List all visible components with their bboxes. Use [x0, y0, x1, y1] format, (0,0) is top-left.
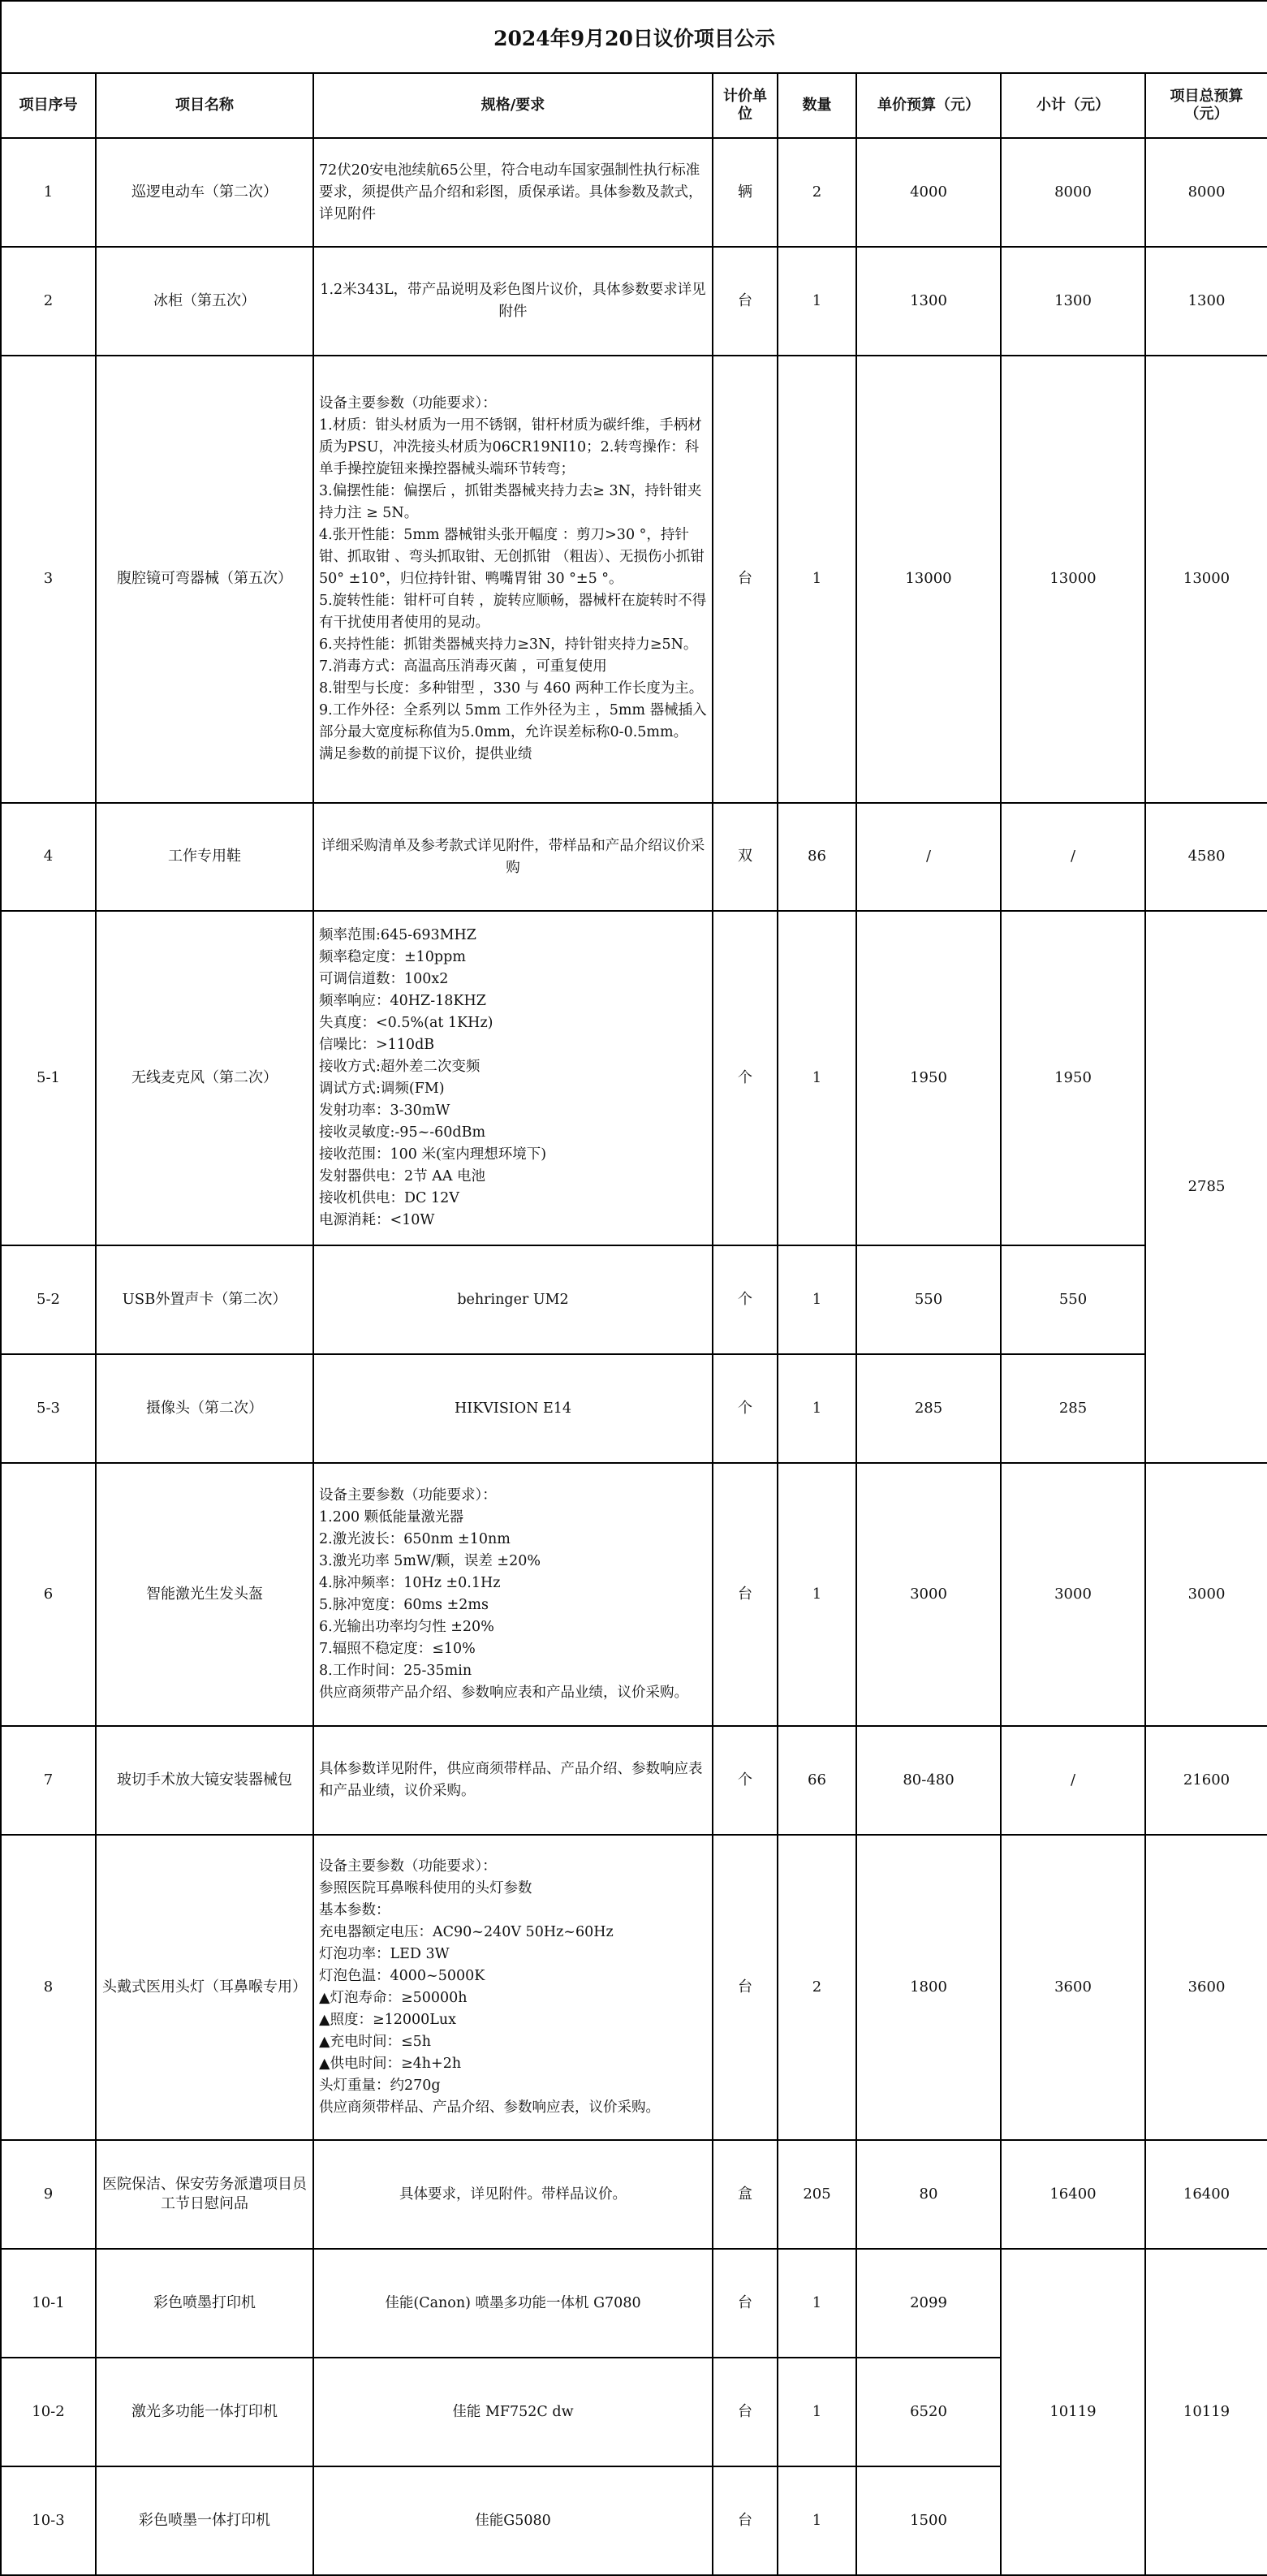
cell-unit: 个 [713, 911, 778, 1245]
cell-price: 2099 [856, 2249, 1001, 2358]
table-row [1, 1463, 1267, 1726]
cell-price: 13000 [856, 356, 1001, 803]
cell-spec: 详细采购清单及参考款式详见附件，带样品和产品介绍议价采购 [313, 803, 713, 911]
cell-name: 激光多功能一体打印机 [96, 2358, 313, 2466]
cell-qty: 1 [778, 2466, 856, 2575]
cell-unit: 个 [713, 1726, 778, 1835]
cell-price: 1800 [856, 1835, 1001, 2140]
cell-subtotal: 1300 [1001, 247, 1145, 356]
cell-no: 1 [1, 138, 96, 247]
cell-price: / [856, 803, 1001, 911]
cell-total: 3000 [1145, 1463, 1267, 1726]
table-row [1, 1354, 1267, 1463]
cell-spec: 设备主要参数（功能要求）： 1.200 颗低能量激光器 2.激光波长：650nm ±10nm 3.激光功率 5mW/颗，误差 ±20% 4.脉冲频率：10Hz ±0.1Hz 5.脉冲宽度：60ms ±2ms 6.光输出功率均匀性 ±20% 7.辐照不稳定度：≤10% 8.工作时间：25-35min 供应商须带产品介绍、参数响应表和产品业绩，议价采购。 [313, 1463, 713, 1726]
cell-total: 4580 [1145, 803, 1267, 911]
cell-subtotal: / [1001, 803, 1145, 911]
table-row [1, 1835, 1267, 2140]
cell-total: 2785 [1145, 911, 1267, 1463]
cell-no: 6 [1, 1463, 96, 1726]
cell-spec: 具体参数详见附件，供应商须带样品、产品介绍、参数响应表和产品业绩，议价采购。 [313, 1726, 713, 1835]
cell-qty: 1 [778, 1354, 856, 1463]
cell-name: 医院保洁、保安劳务派遣项目员工节日慰问品 [96, 2140, 313, 2249]
cell-subtotal: 3000 [1001, 1463, 1145, 1726]
cell-no: 7 [1, 1726, 96, 1835]
cell-total: 13000 [1145, 356, 1267, 803]
cell-spec: 频率范围:645-693MHZ 频率稳定度：±10ppm 可调信道数：100x2 频率响应：40HZ-18KHZ 失真度：<0.5%(at 1KHz) 信噪比：>110dB 接收方式:超外差二次变频 调试方式:调频(FM) 发射功率：3-30mW 接收灵敏度:-95~-60dBm 接收范围：100 米(室内理想环境下) 发射器供电：2节 AA 电池 接收机供电：DC 12V 电源消耗：<10W [313, 911, 713, 1245]
cell-unit: 个 [713, 1354, 778, 1463]
cell-price: 3000 [856, 1463, 1001, 1726]
cell-subtotal: 550 [1001, 1245, 1145, 1354]
cell-unit: 台 [713, 2249, 778, 2358]
table-row [1, 2140, 1267, 2249]
cell-unit: 辆 [713, 138, 778, 247]
cell-no: 5-3 [1, 1354, 96, 1463]
header-name: 项目名称 [96, 73, 313, 138]
cell-price: 285 [856, 1354, 1001, 1463]
cell-unit: 盒 [713, 2140, 778, 2249]
cell-total: 21600 [1145, 1726, 1267, 1835]
cell-spec: 佳能 MF752C dw [313, 2358, 713, 2466]
header-no: 项目序号 [1, 73, 96, 138]
cell-qty: 1 [778, 2358, 856, 2466]
cell-unit: 台 [713, 1463, 778, 1726]
cell-no: 9 [1, 2140, 96, 2249]
cell-subtotal: 10119 [1001, 2249, 1145, 2575]
cell-name: 智能激光生发头盔 [96, 1463, 313, 1726]
header-row [1, 73, 1267, 138]
header-spec: 规格/要求 [313, 73, 713, 138]
cell-unit: 台 [713, 356, 778, 803]
cell-total: 16400 [1145, 2140, 1267, 2249]
cell-unit: 台 [713, 2358, 778, 2466]
cell-spec: 设备主要参数（功能要求）： 参照医院耳鼻喉科使用的头灯参数 基本参数： 充电器额定电压：AC90~240V 50Hz~60Hz 灯泡功率：LED 3W 灯泡色温：4000~5000K ▲灯泡寿命：≥50000h ▲照度：≥12000Lux ▲充电时间：≤5h ▲供电时间：≥4h+2h 头灯重量：约270g 供应商须带样品、产品介绍、参数响应表，议价采购。 [313, 1835, 713, 2140]
cell-price: 1950 [856, 911, 1001, 1245]
cell-price: 6520 [856, 2358, 1001, 2466]
cell-spec: 设备主要参数（功能要求）： 1.材质：钳头材质为一用不锈钢，钳杆材质为碳纤维，手柄材质为PSU，冲洗接头材质为06CR19NI10；2.转弯操作：科单手操控旋钮来操控器械头端环节转弯； 3.偏摆性能：偏摆后 ，抓钳类器械夹持力去≥ 3N，持针钳夹持力注 ≥ 5N。 4.张开性能：5mm 器械钳头张开幅度 ：剪刀>30 °，持针钳、抓取钳 、弯头抓取钳、无创抓钳 （粗齿）、无损伤小抓钳 50° ±10°，归位持针钳、鸭嘴胃钳 30 °±5 °。 5.旋转性能：钳杆可自转 ，旋转应顺畅，器械杆在旋转时不得有干扰使用者使用的晃动。 6.夹持性能：抓钳类器械夹持力≥3N，持针钳夹持力≥5N。 7.消毒方式：高温高压消毒灭菌 ，可重复使用 8.钳型与长度：多种钳型 ，330 与 460 两种工作长度为主。 9.工作外径：全系列以 5mm 工作外径为主 ，5mm 器械插入部分最大宽度标称值为5.0mm，允许误差标称0-0.5mm。 满足参数的前提下议价，提供业绩 [313, 356, 713, 803]
cell-qty: 86 [778, 803, 856, 911]
cell-name: 头戴式医用头灯（耳鼻喉专用） [96, 1835, 313, 2140]
cell-unit: 台 [713, 1835, 778, 2140]
cell-name: 摄像头（第二次） [96, 1354, 313, 1463]
cell-subtotal: 13000 [1001, 356, 1145, 803]
cell-no: 3 [1, 356, 96, 803]
header-qty: 数量 [778, 73, 856, 138]
cell-name: 彩色喷墨一体打印机 [96, 2466, 313, 2575]
cell-name: 工作专用鞋 [96, 803, 313, 911]
cell-spec: 72伏20安电池续航65公里，符合电动车国家强制性执行标准要求，须提供产品介绍和彩图，质保承诺。具体参数及款式，详见附件 [313, 138, 713, 247]
table-row [1, 1726, 1267, 1835]
cell-unit: 个 [713, 1245, 778, 1354]
cell-price: 550 [856, 1245, 1001, 1354]
cell-name: 腹腔镜可弯器械（第五次） [96, 356, 313, 803]
cell-qty: 2 [778, 1835, 856, 2140]
table-row [1, 911, 1267, 1245]
cell-qty: 66 [778, 1726, 856, 1835]
cell-price: 1300 [856, 247, 1001, 356]
table-row [1, 138, 1267, 247]
cell-name: 玻切手术放大镜安装器械包 [96, 1726, 313, 1835]
header-subtotal: 小计（元） [1001, 73, 1145, 138]
cell-subtotal: 285 [1001, 1354, 1145, 1463]
table-row [1, 1245, 1267, 1354]
table-row [1, 247, 1267, 356]
cell-subtotal: 16400 [1001, 2140, 1145, 2249]
cell-name: USB外置声卡（第二次） [96, 1245, 313, 1354]
cell-qty: 1 [778, 247, 856, 356]
cell-unit: 台 [713, 2466, 778, 2575]
cell-price: 1500 [856, 2466, 1001, 2575]
cell-no: 10-1 [1, 2249, 96, 2358]
cell-name: 无线麦克风（第二次） [96, 911, 313, 1245]
cell-total: 8000 [1145, 138, 1267, 247]
cell-unit: 台 [713, 247, 778, 356]
cell-name: 彩色喷墨打印机 [96, 2249, 313, 2358]
table-row [1, 356, 1267, 803]
cell-name: 冰柜（第五次） [96, 247, 313, 356]
cell-qty: 205 [778, 2140, 856, 2249]
cell-subtotal: / [1001, 1726, 1145, 1835]
cell-qty: 1 [778, 911, 856, 1245]
cell-no: 5-1 [1, 911, 96, 1245]
cell-qty: 1 [778, 356, 856, 803]
header-total: 项目总预算（元） [1145, 73, 1267, 138]
cell-spec: 具体要求，详见附件。带样品议价。 [313, 2140, 713, 2249]
cell-spec: 1.2米343L，带产品说明及彩色图片议价，具体参数要求详见附件 [313, 247, 713, 356]
cell-name: 巡逻电动车（第二次） [96, 138, 313, 247]
cell-no: 8 [1, 1835, 96, 2140]
cell-qty: 1 [778, 1245, 856, 1354]
table-row [1, 2249, 1267, 2358]
cell-price: 4000 [856, 138, 1001, 247]
cell-price: 80-480 [856, 1726, 1001, 1835]
cell-total: 10119 [1145, 2249, 1267, 2575]
cell-no: 2 [1, 247, 96, 356]
cell-spec: 佳能G5080 [313, 2466, 713, 2575]
cell-no: 10-2 [1, 2358, 96, 2466]
cell-unit: 双 [713, 803, 778, 911]
header-price: 单价预算（元） [856, 73, 1001, 138]
cell-subtotal: 8000 [1001, 138, 1145, 247]
table-row [1, 803, 1267, 911]
cell-qty: 1 [778, 2249, 856, 2358]
cell-total: 3600 [1145, 1835, 1267, 2140]
cell-subtotal: 1950 [1001, 911, 1145, 1245]
cell-subtotal: 3600 [1001, 1835, 1145, 2140]
cell-spec: 佳能(Canon) 喷墨多功能一体机 G7080 [313, 2249, 713, 2358]
cell-qty: 2 [778, 138, 856, 247]
cell-no: 5-2 [1, 1245, 96, 1354]
header-unit: 计价单位 [713, 73, 778, 138]
cell-total: 1300 [1145, 247, 1267, 356]
cell-no: 10-3 [1, 2466, 96, 2575]
cell-qty: 1 [778, 1463, 856, 1726]
cell-no: 4 [1, 803, 96, 911]
cell-spec: behringer UM2 [313, 1245, 713, 1354]
page-title: 2024年9月20日议价项目公示 [1, 1, 1267, 73]
cell-spec: HIKVISION E14 [313, 1354, 713, 1463]
cell-price: 80 [856, 2140, 1001, 2249]
